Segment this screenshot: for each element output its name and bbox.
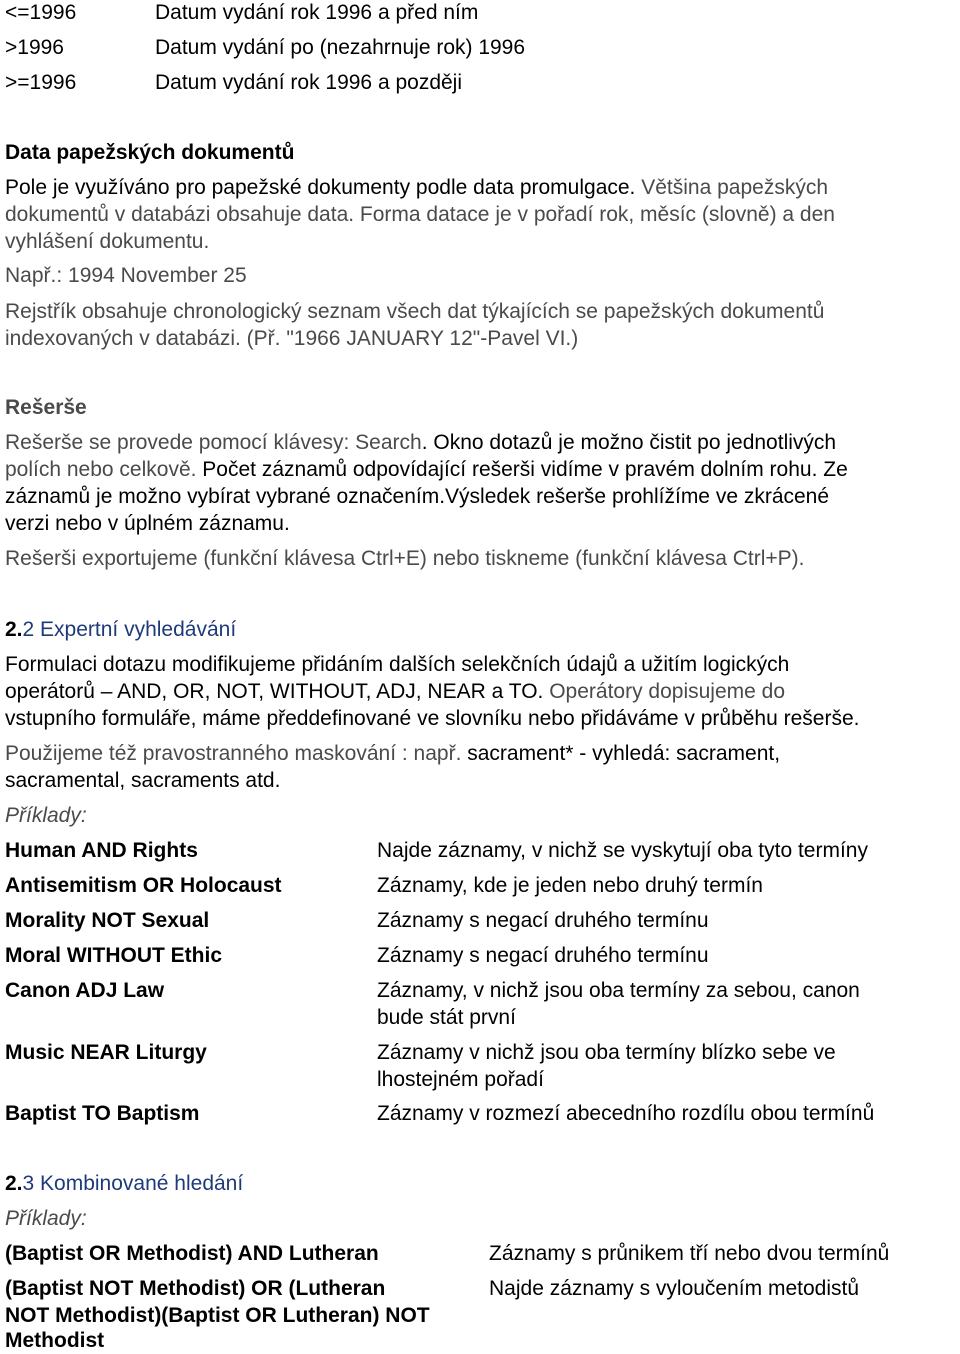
date-operator: <=1996 xyxy=(5,1,77,24)
expert-text: Operátory dopisujeme do xyxy=(549,680,786,703)
papal-heading: Data papežských dokumentů xyxy=(5,141,295,164)
example-query: Canon ADJ Law xyxy=(5,979,165,1002)
example-query: Baptist TO Baptism xyxy=(5,1102,200,1125)
expert-text: sacrament* - vyhledá: sacrament, xyxy=(467,742,781,765)
papal-example xyxy=(5,263,247,289)
example-query: Morality NOT Sexual xyxy=(5,909,210,932)
example-query: Human AND Rights xyxy=(5,839,198,862)
reserse-export-line: Rešerši exportujeme (funkční klávesa Ctrl+E) nebo tiskneme (funkční klávesa Ctrl+P). xyxy=(5,547,805,570)
combined-heading xyxy=(5,1171,243,1197)
section-number: 2. xyxy=(5,1172,23,1195)
example-description: Záznamy, kde je jeden nebo druhý termín xyxy=(377,874,763,897)
example-description: bude stát první xyxy=(377,1006,516,1029)
papal-text: dokumentů v databázi obsahuje data. xyxy=(5,203,360,226)
date-operator: >1996 xyxy=(5,36,64,59)
reserse-text: polích nebo celkově. xyxy=(5,458,203,481)
example-description: Najde záznamy s vyloučením metodistů xyxy=(489,1277,859,1300)
reserse-text: . Okno dotazů je možno čistit po jednotlivých xyxy=(421,431,837,454)
papal-text: Většina papežských xyxy=(641,176,829,199)
examples-label: Příklady: xyxy=(5,804,87,827)
section-title: Kombinované hledání xyxy=(34,1172,244,1195)
reserse-heading: Rešerše xyxy=(5,396,87,419)
date-operator: >=1996 xyxy=(5,71,77,94)
example-query: NOT Methodist)(Baptist OR Lutheran) NOT xyxy=(5,1304,430,1327)
example-query: Music NEAR Liturgy xyxy=(5,1041,207,1064)
section-title: Expertní vyhledávání xyxy=(34,618,237,641)
expert-paragraph-line xyxy=(5,741,780,767)
date-operator-desc: Datum vydání rok 1996 a později xyxy=(155,71,463,94)
example-description: Záznamy s průnikem tří nebo dvou termínů xyxy=(489,1242,890,1265)
example-description: Záznamy s negací druhého termínu xyxy=(377,909,709,932)
expert-paragraph-line: vstupního formuláře, máme předdefinované ve slovníku nebo přidáváme v průběhu rešerše. xyxy=(5,707,860,730)
expert-heading xyxy=(5,617,236,643)
example-description: Najde záznamy, v nichž se vyskytují oba tyto termíny xyxy=(377,839,868,862)
papal-text: Pole je využíváno pro papežské dokumenty podle data promulgace. xyxy=(5,176,642,199)
reserse-paragraph-line: záznamů je možno vybírat vybrané označením.Výsledek rešerše prohlížíme ve zkrácené xyxy=(5,485,830,508)
reserse-text: Rešerše se provede pomocí klávesy: Search xyxy=(5,431,422,454)
section-number: 2 xyxy=(22,618,35,641)
example-description: lhostejném pořadí xyxy=(377,1068,544,1091)
papal-index-line: Rejstřík obsahuje chronologický seznam všech dat týkajících se papežských dokumentů xyxy=(5,300,825,323)
example-description: Záznamy v rozmezí abecedního rozdílu obou termínů xyxy=(377,1102,875,1125)
section-number: 3 xyxy=(22,1172,35,1195)
papal-text: Forma datace je v pořadí rok, měsíc (slovně) a den xyxy=(359,203,835,226)
date-operator-desc: Datum vydání po (nezahrnuje rok) 1996 xyxy=(155,36,526,59)
reserse-text: Počet záznamů odpovídající rešerši vidíme v pravém dolním rohu. Ze xyxy=(202,458,848,481)
examples-label: Příklady: xyxy=(5,1207,87,1230)
example-description: Záznamy v nichž jsou oba termíny blízko sebe ve xyxy=(377,1041,836,1064)
example-description: Záznamy s negací druhého termínu xyxy=(377,944,709,967)
section-number: 2. xyxy=(5,618,23,641)
example-query: Antisemitism OR Holocaust xyxy=(5,874,282,897)
reserse-paragraph-line: verzi nebo v úplném záznamu. xyxy=(5,512,290,535)
example-description: Záznamy, v nichž jsou oba termíny za sebou, canon xyxy=(377,979,860,1002)
reserse-paragraph-line xyxy=(5,430,836,456)
example-query: Methodist xyxy=(5,1329,105,1352)
reserse-paragraph-line xyxy=(5,457,848,483)
example-query: (Baptist NOT Methodist) OR (Lutheran xyxy=(5,1277,386,1300)
papal-paragraph-line xyxy=(5,175,828,201)
expert-text: Použijeme též pravostranného maskování : např. xyxy=(5,742,468,765)
example-query: Moral WITHOUT Ethic xyxy=(5,944,222,967)
expert-paragraph-line: sacramental, sacraments atd. xyxy=(5,769,281,792)
papal-paragraph-line: vyhlášení dokumentu. xyxy=(5,230,210,253)
expert-paragraph-line: Formulaci dotazu modifikujeme přidáním dalších selekčních údajů a užitím logických xyxy=(5,653,790,676)
date-operator-desc: Datum vydání rok 1996 a před ním xyxy=(155,1,479,24)
papal-paragraph-line xyxy=(5,202,835,228)
example-value: : 1994 November 25 xyxy=(56,264,247,287)
papal-index-line: indexovaných v databázi. (Př. "1966 JANUARY 12"-Pavel VI.) xyxy=(5,327,579,350)
expert-text: operátorů – AND, OR, NOT, WITHOUT, ADJ, NEAR a TO. xyxy=(5,680,550,703)
example-query: (Baptist OR Methodist) AND Lutheran xyxy=(5,1242,379,1265)
example-prefix: Např. xyxy=(5,264,57,287)
expert-paragraph-line xyxy=(5,679,785,705)
